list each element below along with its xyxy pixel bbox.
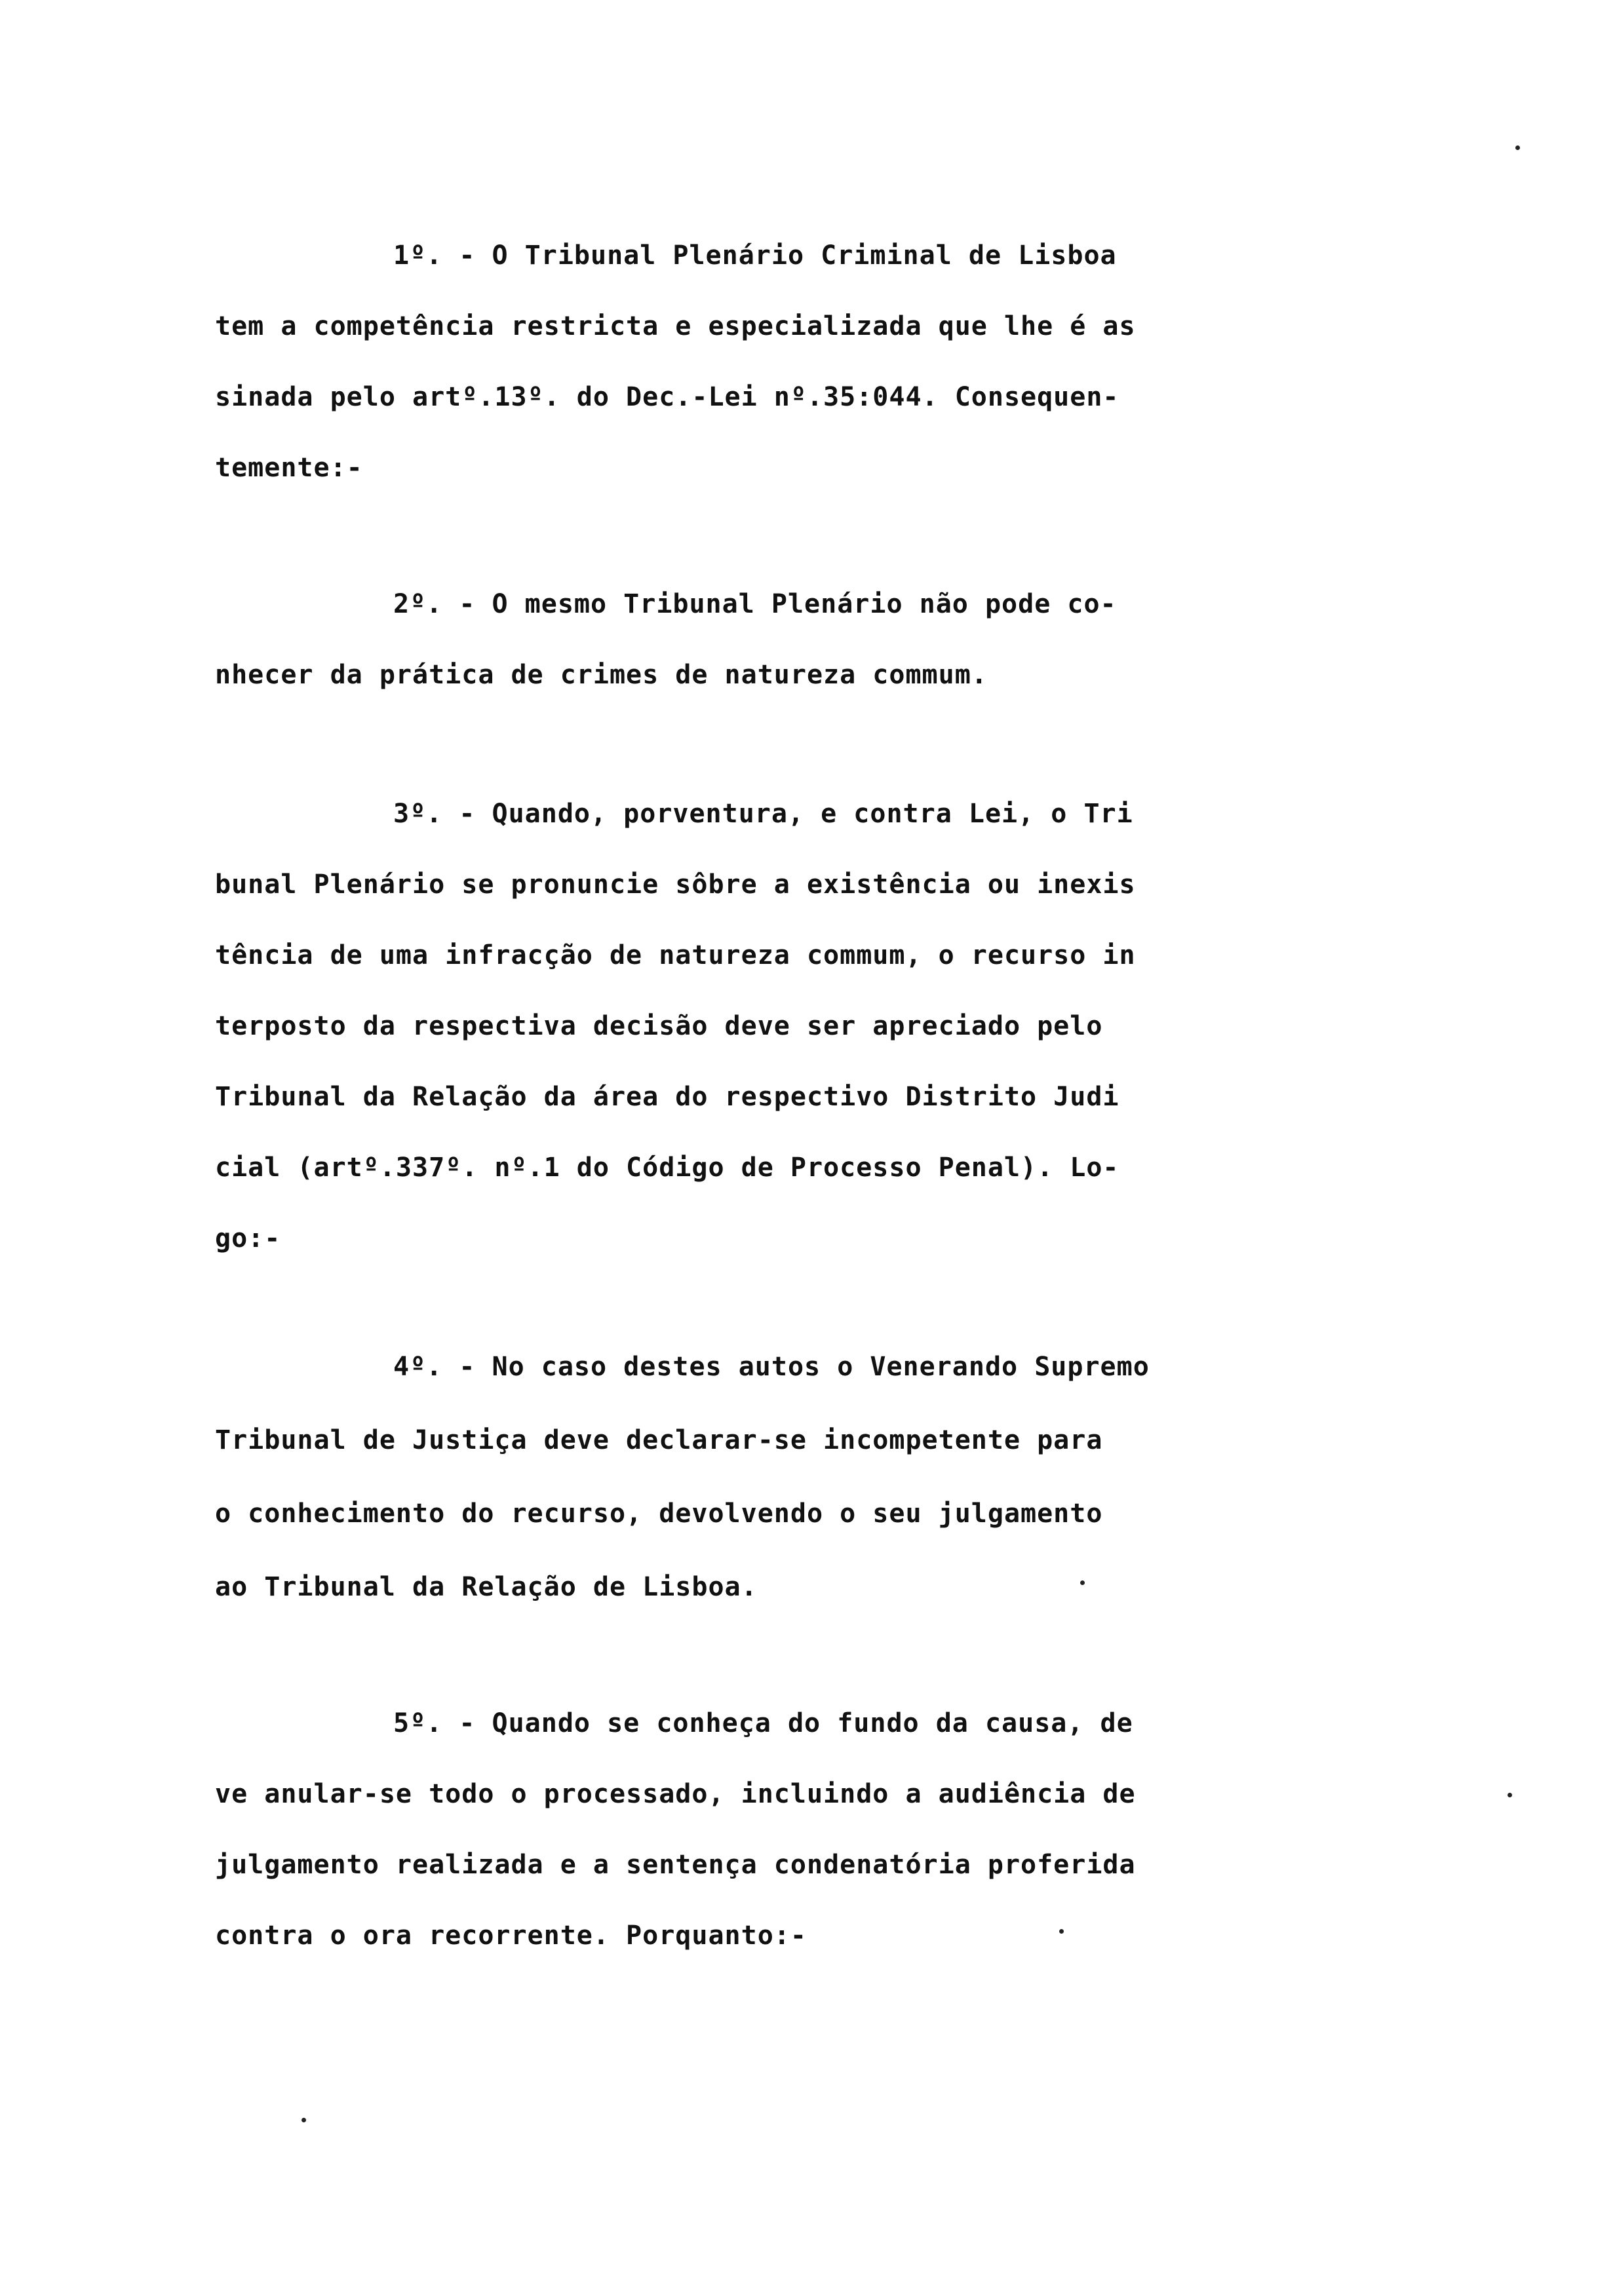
paragraph-3-line-7: go:- [215, 1223, 281, 1253]
paragraph-3-line-6: cial (artº.337º. nº.1 do Código de Processo Penal). Lo- [215, 1153, 1119, 1183]
paragraph-5-line-2: ve anular-se todo o processado, incluindo a audiência de [215, 1779, 1136, 1809]
paragraph-3-line-2: bunal Plenário se pronuncie sôbre a existência ou inexis [215, 870, 1136, 900]
paragraph-5-line-3: julgamento realizada e a sentença condenatória proferida [215, 1850, 1136, 1880]
scan-speck [1059, 1929, 1064, 1934]
paragraph-4-line-1: 4º. - No caso destes autos o Venerando Supremo [393, 1352, 1150, 1382]
paragraph-3-line-5: Tribunal da Relação da área do respectivo Distrito Judi [215, 1082, 1119, 1112]
paragraph-3-line-3: tência de uma infracção de natureza commum, o recurso in [215, 940, 1136, 970]
paragraph-1-line-3: sinada pelo artº.13º. do Dec.-Lei nº.35:044. Consequen- [215, 382, 1119, 412]
scan-speck [1508, 1793, 1512, 1797]
paragraph-1-line-4: temente:- [215, 453, 363, 483]
paragraph-1-line-1: 1º. - O Tribunal Plenário Criminal de Lisboa [393, 240, 1117, 271]
paragraph-2-line-2: nhecer da prática de crimes de natureza commum. [215, 660, 988, 690]
paragraph-3-line-4: terposto da respectiva decisão deve ser apreciado pelo [215, 1011, 1103, 1041]
scan-speck [302, 2118, 306, 2122]
paragraph-5-line-1: 5º. - Quando se conheça do fundo da causa, de [393, 1708, 1133, 1738]
paragraph-5-line-4: contra o ora recorrente. Porquanto:- [215, 1921, 807, 1951]
scan-speck [1515, 145, 1520, 150]
paragraph-4-line-2: Tribunal de Justiça deve declarar-se incompetente para [215, 1425, 1103, 1455]
paragraph-2-line-1: 2º. - O mesmo Tribunal Plenário não pode co- [393, 589, 1117, 619]
paragraph-3-line-1: 3º. - Quando, porventura, e contra Lei, o Tri [393, 799, 1133, 829]
paragraph-4-line-3: o conhecimento do recurso, devolvendo o seu julgamento [215, 1499, 1103, 1529]
paragraph-4-line-4: ao Tribunal da Relação de Lisboa. [215, 1572, 758, 1602]
scan-speck [1080, 1580, 1085, 1585]
paragraph-1-line-2: tem a competência restricta e especializada que lhe é as [215, 311, 1136, 341]
